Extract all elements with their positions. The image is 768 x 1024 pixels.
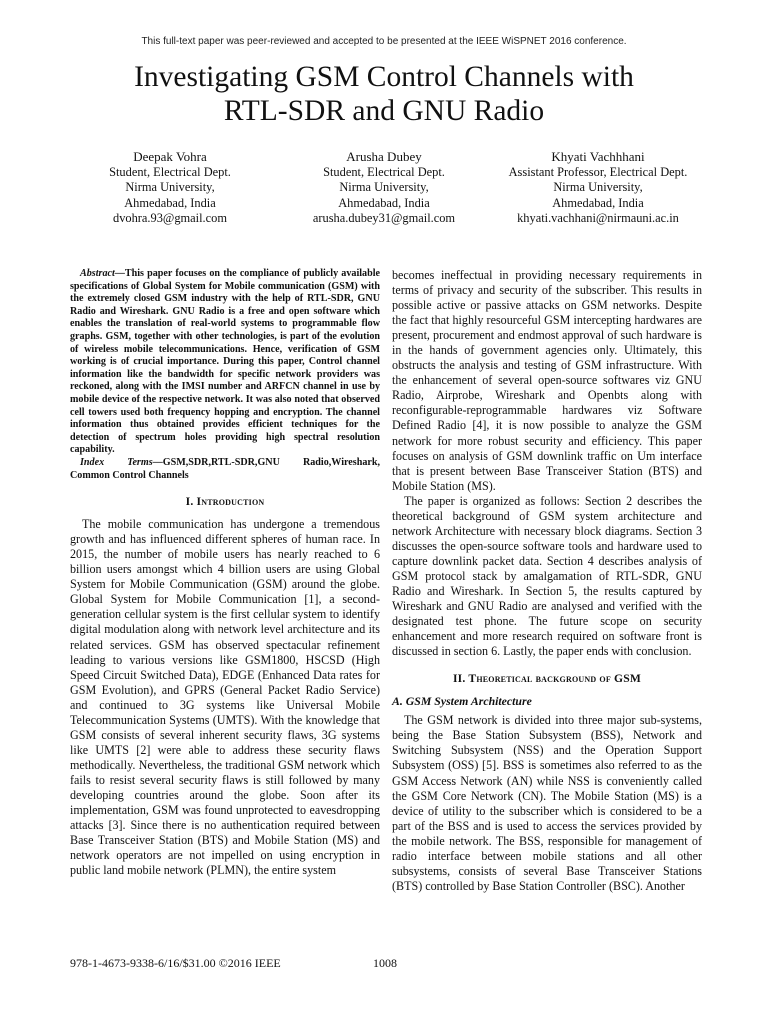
author-2 <box>274 149 494 227</box>
author-name: Khyati Vachhhani <box>551 149 645 164</box>
author-role: Student, Electrical Dept. <box>109 164 231 179</box>
copyright-line: 978-1-4673-9338-6/16/$31.00 ©2016 IEEE <box>70 956 281 970</box>
author-name: Arusha Dubey <box>346 149 422 164</box>
paper-title <box>60 60 708 128</box>
right-column <box>392 268 702 894</box>
author-1 <box>60 149 280 227</box>
conference-notice: This full-text paper was peer-reviewed and accepted to be presented at the IEEE WiSPNET 2016 conference. <box>141 36 627 47</box>
title-line-2: RTL-SDR and GNU Radio <box>223 95 545 127</box>
section-heading-introduction: I. Introduction <box>185 495 265 509</box>
section-heading-background: II. Theoretical background of GSM <box>452 672 642 686</box>
author-role: Assistant Professor, Electrical Dept. <box>508 164 688 179</box>
abstract-label: Abstract <box>80 268 115 279</box>
intro-paragraph-2: The paper is organized as follows: Section 2 describes the theoretical background of GSM system architecture and network Architecture with necessary block diagrams. Section 3 discusses the open-source software tools and hardware used to capture downlink packet data. Section 4 describes analysis of GSM protocol stack by amalgamation of RTL-SDR, GNU Radio and Wireshark. In Section 5, the results captured by Wireshark and GNU Radio are analysed and verified with the designated test phone. The future scope on security enhancement and more research required on software front is discussed in section 6. Lastly, the paper ends with conclusion. <box>392 493 702 659</box>
title-line-1: Investigating GSM Control Channels with <box>134 61 634 93</box>
left-column <box>70 268 380 878</box>
abstract <box>70 268 380 457</box>
author-role: Student, Electrical Dept. <box>323 164 445 179</box>
index-terms <box>70 457 380 482</box>
author-name: Deepak Vohra <box>133 149 207 164</box>
author-email: dvohra.93@gmail.com <box>113 211 227 226</box>
page-number: 1008 <box>373 956 397 970</box>
author-org: Nirma University, <box>339 180 429 195</box>
background-paragraph-1: The GSM network is divided into three major sub-systems, being the Base Station Subsystem (BSS), Network and Switching Subsystem (NSS) and the Operation Support Subsystem (OSS) [5]. BSS is sometimes also referred to as the GSM Access Network (AN) while NSS is conveniently called the GSM Core Network (CN). The Mobile Station (MS) is a device of utility to the subscriber which is considered to be a part of the BSS and is used to access the services provided by the mobile network. The BSS, responsible for management of radio interface between mobile stations and all other subsystems, consists of several Base Transceiver Stations (BTS) controlled by Base Station Controller (BSC). Another <box>392 713 702 893</box>
index-terms-text: —GSM,SDR,RTL-SDR,GNU Radio,Wireshark, Common Control Channels <box>70 456 380 481</box>
author-3 <box>488 149 708 227</box>
author-org: Nirma University, <box>553 180 643 195</box>
author-org: Nirma University, <box>125 180 215 195</box>
intro-paragraph-1-continued: becomes ineffectual in providing necessary requirements in terms of privacy and security of the subscriber. This results in possible active or passive attacks on GSM networks. Despite the fact that highly resourceful GSM intercepting hardwares are present, procurement and endmost approval of such hardware is in the hands of government agencies only. Ultimately, this obstructs the analysis and testing of GSM infrastructure. With the enhancement of several open-source softwares viz GNU Radio, Airprobe, Wireshark and Openbts along with reconfigurable-reprogrammable hardwares viz Software Defined Radio [4], it is now possible to analyze the GSM network for more robust security and efficiency. This paper focuses on analysis of GSM downlink traffic on Um interface that is present between Base Transceiver Station (BTS) and Mobile Station (MS). <box>392 268 702 493</box>
index-terms-label: Index Terms <box>80 456 153 468</box>
author-email: khyati.vachhani@nirmauni.ac.in <box>517 211 679 226</box>
author-block <box>60 149 708 233</box>
author-city: Ahmedabad, India <box>552 195 644 210</box>
author-city: Ahmedabad, India <box>338 195 430 210</box>
author-city: Ahmedabad, India <box>124 195 216 210</box>
subsection-heading-architecture: A. GSM System Architecture <box>392 694 532 709</box>
abstract-text: —This paper focuses on the compliance of publicly available specifications of Global System for Mobile communication (GSM) with the extremely closed GSM industry with the help of RTL-SDR, GNU Radio and Wireshark. GNU Radio is a free and open software which enables the translation of real-world systems to programmable flow graphs. GSM, together with other technologies, is part of the evolution of wireless mobile telecommunications. Hence, verification of GSM working is of crucial importance. During this paper, Control channel information like the bandwidth for specific network providers was reckoned, along with the IMSI number and ARFCN channel in use by mobile device of the respective network. It was also noted that observed cell towers used both frequency hopping and encryption. The channel information thus obtained provides efficient techniques for the detection of spectrum holes providing high spectral resolution capability. <box>70 268 380 456</box>
author-email: arusha.dubey31@gmail.com <box>312 211 456 226</box>
intro-paragraph-1: The mobile communication has undergone a tremendous growth and has influenced different spheres of human race. In 2015, the number of mobile users has nearly reached to 6 billion users amongst which 4 billion users are using Global System for Mobile Communication (GSM) around the globe. Global System for Mobile Communication [1], a second-generation cellular system is the first cellular system to identify digital modulation along with network level architecture and its related services. GSM has observed spectacular refinement leading to various versions like GSM1800, HSCSD (High Speed Circuit Switched Data), EDGE (Enhanced Data rates for GSM Evolution), and GPRS (General Packet Radio Service) and continued to 3G systems like Universal Mobile Telecommunication Systems (UMTS). With the knowledge that GSM consists of several inherent security flaws, 3G systems like UMTS [2] were able to address these security flaws methodically. Nevertheless, the traditional GSM network which fails to resist several security flaws is still followed by many developing countries around the globe. Soon after its implementation, GSM was found unprotected to eavesdropping attacks [3]. Since there is no authentication required between Base Transceiver Station (BTS) and Mobile Station (MS) and network operators are not impelled on using encryption in public land mobile network (PLMN), the entire system <box>70 517 380 878</box>
